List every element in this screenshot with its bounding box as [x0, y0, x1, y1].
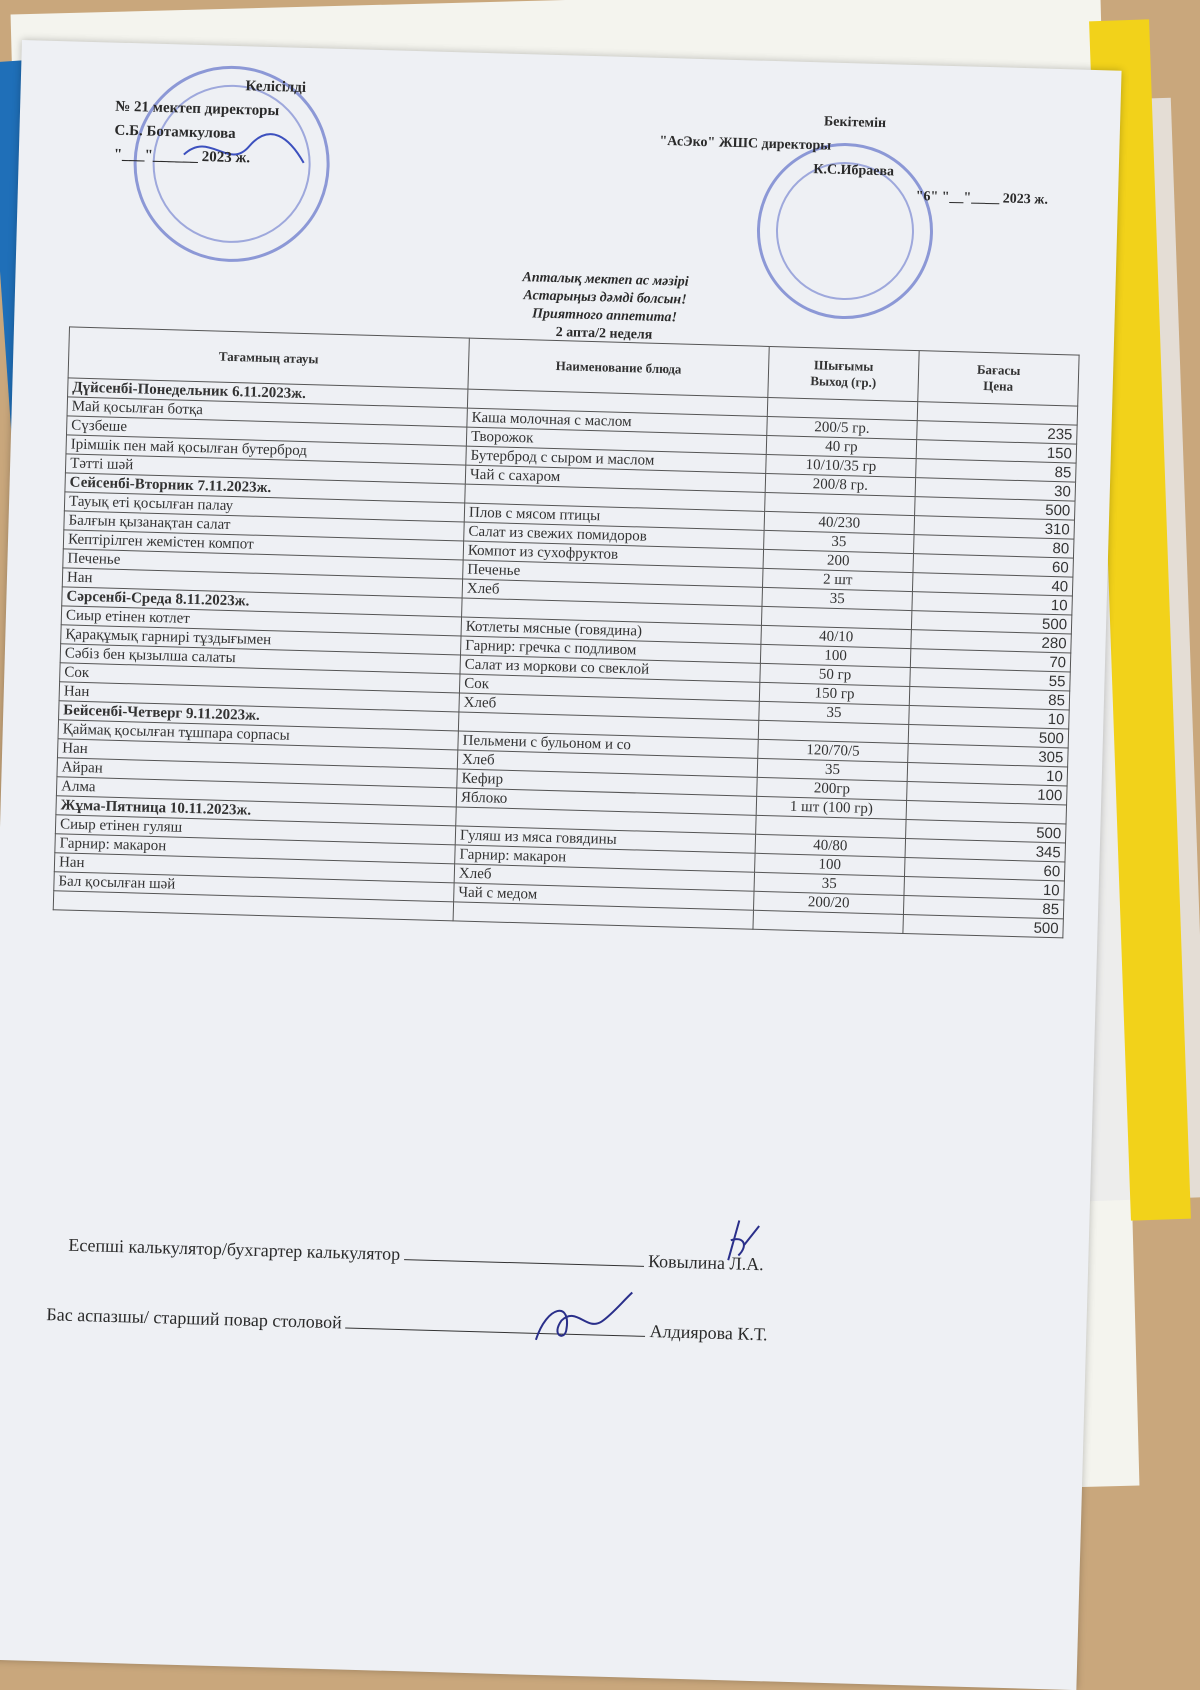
dish-output: 120/70/5: [758, 739, 908, 762]
dish-price: 30: [915, 478, 1075, 501]
dish-name-kz: Балғын қызанақтан салат: [64, 511, 464, 541]
dish-price: 235: [917, 421, 1077, 444]
accountant-signature-line: [404, 1241, 644, 1267]
col-price-ru: Цена: [983, 377, 1014, 394]
dish-price: 80: [914, 535, 1074, 558]
signatures-block: [46, 1231, 1029, 1345]
dish-name-kz: Сәбіз бен қызылша салаты: [60, 644, 460, 674]
dish-name-ru: Компот из сухофруктов: [463, 541, 763, 568]
dish-output: 40/10: [761, 625, 911, 648]
approval-left: [114, 71, 437, 176]
dish-name-kz: Нан: [62, 568, 462, 598]
dish-output: 50 гр: [760, 663, 910, 686]
dish-name-ru: Чай с медом: [454, 883, 754, 910]
week-label: 2 апта/2 неделя: [555, 325, 653, 343]
accountant-name: Ковылина Л.А.: [647, 1250, 765, 1275]
dish-name-ru: Гарнир: макарон: [455, 845, 755, 872]
accountant-label: Есепші калькулятор/бухгартер калькулятор: [68, 1234, 401, 1265]
dish-price: 280: [911, 630, 1071, 653]
approval-date-left: "___"______ 2023 ж.: [113, 146, 251, 167]
col-name-kz: Тағамның атауы: [68, 327, 469, 389]
dish-name-kz: Май қосылған ботқа: [67, 397, 467, 427]
dish-name-ru: Яблоко: [456, 788, 756, 815]
dish-price: 500: [911, 611, 1071, 634]
dish-name-ru: Плов с мясом птицы: [464, 503, 764, 530]
dish-name-kz: Печенье: [63, 549, 463, 579]
day-label: Сейсенбі-Вторник 7.11.2023ж.: [65, 473, 465, 503]
dish-price: 305: [908, 744, 1068, 767]
dish-price: 10: [904, 876, 1064, 899]
dish-name-ru: Чай с сахаром: [465, 465, 765, 492]
dish-name-ru: Котлеты мясные (говядина): [461, 617, 761, 644]
dish-name-ru: Каша молочная с маслом: [467, 408, 767, 435]
dish-name-ru: Хлеб: [457, 750, 757, 777]
col-name-ru: Наименование блюда: [468, 338, 769, 397]
dish-name-ru: Гарнир: гречка с подливом: [460, 636, 760, 663]
dish-output: 100: [760, 644, 910, 667]
dish-price: 345: [905, 838, 1065, 861]
col-price-kz: Бағасы: [976, 361, 1021, 379]
dish-output: 200/8 гр.: [765, 473, 915, 496]
col-output: [768, 346, 919, 401]
dish-name-kz: Қаймақ қосылған тұшпара сорпасы: [58, 720, 458, 750]
day-label: Бейсенбі-Четверг 9.11.2023ж.: [59, 701, 459, 731]
dish-output: 40 гр: [766, 435, 916, 458]
dish-name-kz: Гарнир: макарон: [55, 834, 455, 864]
dish-output: 100: [755, 853, 905, 876]
menu-table: [53, 326, 1080, 938]
dish-output: 40/80: [755, 834, 905, 857]
dish-price: 310: [914, 516, 1074, 539]
dish-output: 35: [759, 701, 909, 724]
cook-name: Алдиярова К.Т.: [649, 1321, 768, 1345]
dish-name-kz: Тауық еті қосылған палау: [64, 492, 464, 522]
dish-price: 85: [916, 459, 1076, 482]
dish-output: 1 шт (100 гр): [756, 796, 906, 819]
dish-output: 200: [763, 549, 913, 572]
dish-output: 200/5 гр.: [767, 416, 917, 439]
approve-label: Бекітемін: [823, 114, 887, 132]
dish-name-kz: Бал қосылған шәй: [54, 872, 454, 902]
dish-name-ru: Кефир: [457, 769, 757, 796]
menu-title: Апталық мектеп ас мәзірі: [522, 270, 689, 290]
dish-name-kz: Нан: [59, 682, 459, 712]
day-label: Дүйсенбі-Понедельник 6.11.2023ж.: [68, 378, 468, 408]
accountant-signature: [708, 1215, 770, 1277]
dish-name-kz: Сок: [60, 663, 460, 693]
dish-output: 150 гр: [759, 682, 909, 705]
dish-name-kz: Сиыр етінен гуляш: [55, 815, 455, 845]
approval-date-right: "6" "__"____ 2023 ж.: [915, 189, 1049, 208]
dish-name-kz: Айран: [57, 758, 457, 788]
greeting-kz: Астарыңыз дәмді болсын!: [523, 288, 687, 308]
dish-price: 55: [910, 668, 1070, 691]
dish-name-ru: Гуляш из мяса говядины: [455, 826, 755, 853]
col-output-ru: Выход (гр.): [810, 373, 877, 390]
dish-name-kz: Тәтті шәй: [65, 454, 465, 484]
dish-price: 85: [909, 687, 1069, 710]
dish-name-kz: Ірімшік пен май қосылған бутерброд: [66, 435, 466, 465]
dish-output: 2 шт: [763, 568, 913, 591]
dish-name-ru: Хлеб: [462, 579, 762, 606]
dish-price: 10: [909, 706, 1069, 729]
dish-output: 200/20: [753, 891, 903, 914]
dish-output: 35: [757, 758, 907, 781]
dish-name-kz: Сиыр етінен котлет: [61, 606, 461, 636]
dish-name-ru: Пельмени с бульоном и со: [458, 731, 758, 758]
director-name: С.Б. Ботамкулова: [114, 122, 236, 142]
dish-name-ru: Печенье: [463, 560, 763, 587]
company-director-name: К.С.Ибраева: [813, 162, 895, 180]
dish-name-kz: Нан: [54, 853, 454, 883]
dish-output: [753, 910, 903, 933]
dish-price: 60: [913, 554, 1073, 577]
dish-output: 40/230: [764, 511, 914, 534]
menu-table-body: [53, 378, 1077, 938]
cook-row: [46, 1301, 768, 1345]
dish-output: 35: [762, 587, 912, 610]
company-director: "АсЭко" ЖШС директоры: [659, 133, 832, 154]
dish-price: 60: [904, 857, 1064, 880]
school-director: № 21 мектеп директоры: [114, 98, 280, 120]
accountant-row: [68, 1232, 764, 1275]
dish-price: 500: [915, 497, 1075, 520]
menu-document: [0, 40, 1122, 1690]
dish-price: 150: [916, 440, 1076, 463]
dish-price: 10: [912, 592, 1072, 615]
dish-name-ru: Салат из моркови со свеклой: [460, 655, 760, 682]
dish-name-ru: Салат из свежих помидоров: [464, 522, 764, 549]
day-label: Сәрсенбі-Среда 8.11.2023ж.: [62, 587, 462, 617]
approval-right: [658, 106, 1051, 213]
dish-price: 500: [903, 914, 1063, 937]
dish-output: 10/10/35 гр: [766, 454, 916, 477]
dish-name-kz: Қарақұмық гарнирі тұздығымен: [61, 625, 461, 655]
dish-name-kz: Сүзбеше: [66, 416, 466, 446]
col-price: [918, 351, 1079, 406]
cook-signature: [525, 1285, 647, 1358]
dish-name-ru: Хлеб: [454, 864, 754, 891]
dish-name-ru: Сок: [459, 674, 759, 701]
dish-name-ru: Бутерброд с сыром и маслом: [466, 446, 766, 473]
day-label: Жұма-Пятница 10.11.2023ж.: [56, 796, 456, 826]
dish-price: 85: [903, 895, 1063, 918]
dish-price: 70: [910, 649, 1070, 672]
greeting-ru: Приятного аппетита!: [531, 306, 678, 326]
cook-label: Бас аспазшы/ старший повар столовой: [46, 1304, 343, 1333]
dish-price: 100: [907, 782, 1067, 805]
dish-name-ru: Творожок: [466, 427, 766, 454]
dish-price: 40: [912, 573, 1072, 596]
dish-name-kz: Нан: [57, 739, 457, 769]
dish-output: 35: [764, 530, 914, 553]
dish-output: 200гр: [757, 777, 907, 800]
dish-output: 35: [754, 872, 904, 895]
dish-name-kz: Алма: [56, 777, 456, 807]
col-output-kz: Шығымы: [813, 357, 874, 374]
agreed-label: Келісілді: [245, 78, 307, 96]
dish-price: 500: [906, 819, 1066, 842]
dish-name-kz: Кептірілген жемістен компот: [63, 530, 463, 560]
dish-price: 10: [907, 763, 1067, 786]
dish-price: 500: [908, 725, 1068, 748]
dish-name-ru: Хлеб: [459, 693, 759, 720]
